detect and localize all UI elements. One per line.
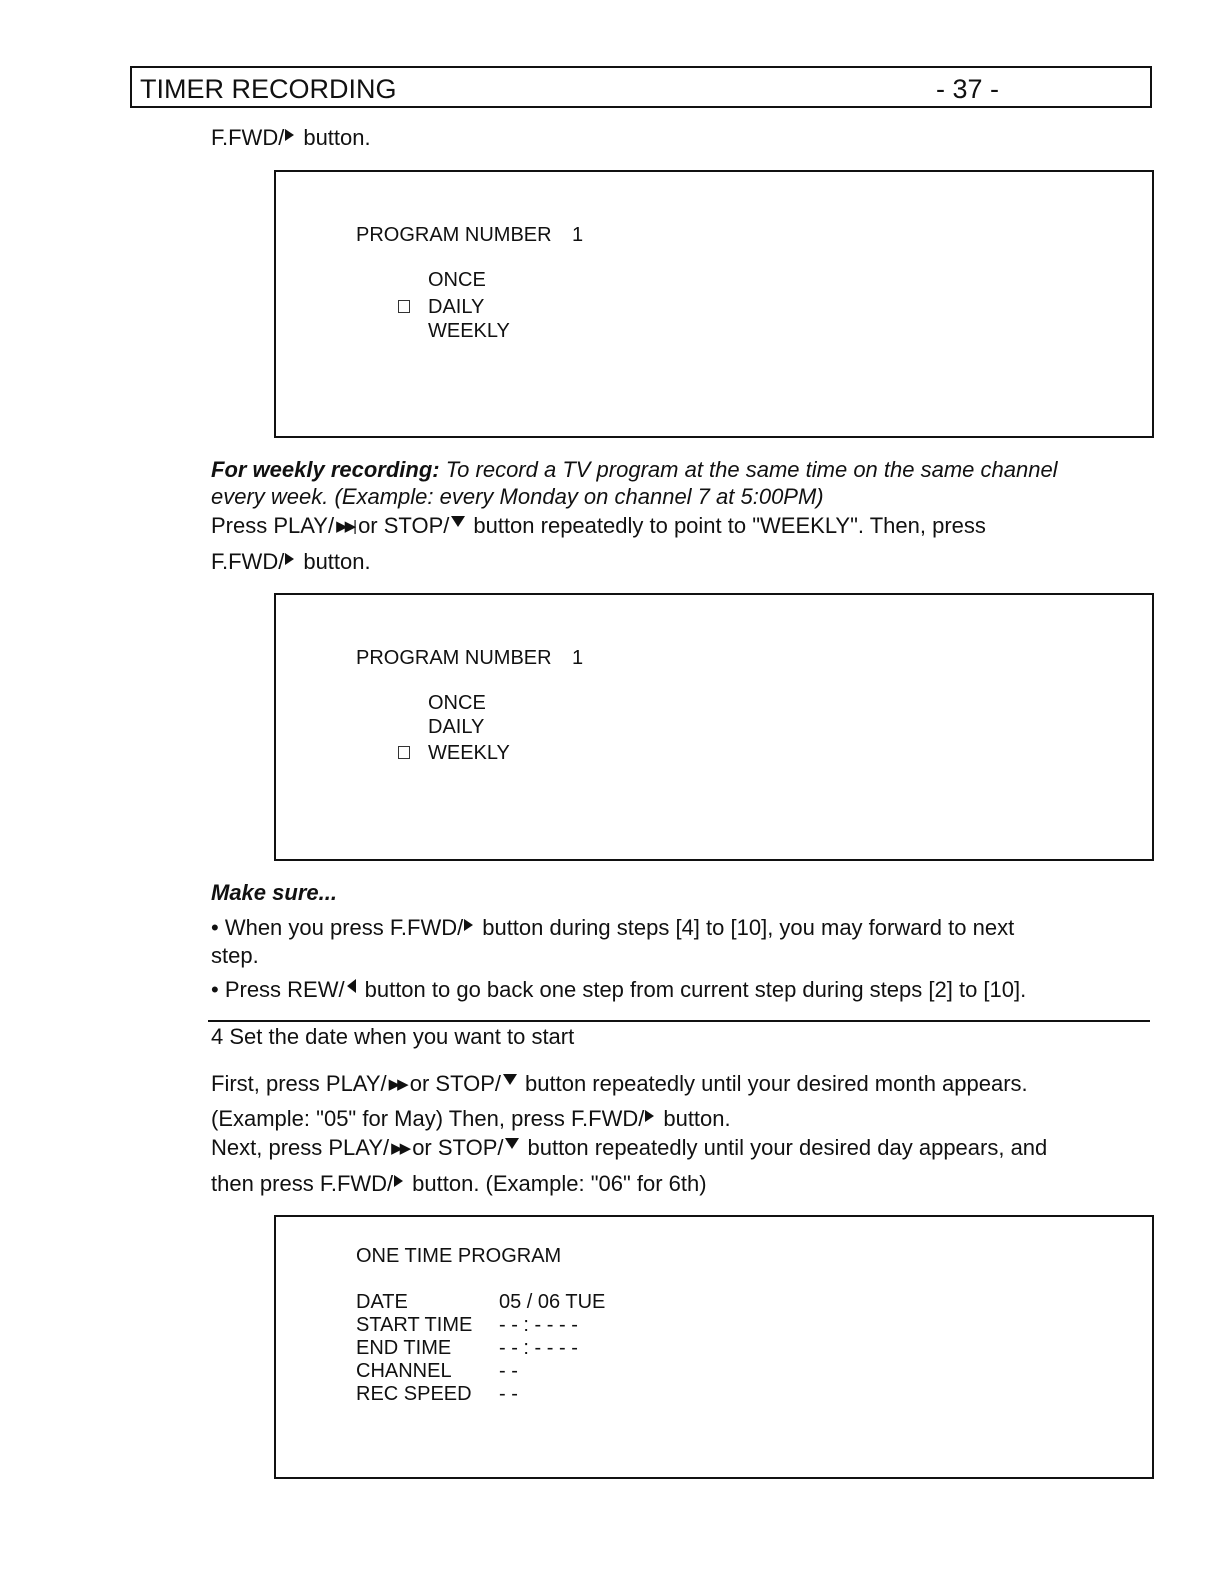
make-sure-bullet-1: • When you press F.FWD/ button during steps [4] to [10], you may forward to next (211, 915, 1015, 940)
fast-forward-icon: ▶▶ (388, 1076, 406, 1093)
weekly-instruction: Press PLAY/ ▶▶| or STOP/ button repeatedly to point to "WEEKLY". Then, press (211, 513, 986, 538)
right-triangle-icon (285, 129, 294, 141)
date-value: 05 / 06 TUE (499, 1291, 606, 1313)
rec-speed-label: REC SPEED (356, 1383, 472, 1405)
down-triangle-icon (505, 1138, 519, 1149)
page-header (130, 66, 1152, 108)
option-once: ONCE (428, 692, 486, 714)
selection-cursor-icon (398, 300, 410, 313)
make-sure-heading: Make sure... (211, 880, 337, 905)
rec-speed-value: - - (499, 1383, 518, 1405)
step-4-para-1: First, press PLAY/ ▶▶ or STOP/ button repeatedly until your desired month appears. (211, 1071, 1028, 1096)
program-number-label: PROGRAM NUMBER (356, 224, 552, 246)
step-4-para-2: (Example: "05" for May) Then, press F.FWD/ button. (211, 1106, 731, 1131)
weekly-heading: For weekly recording: (211, 457, 440, 482)
weekly-line-2: every week. (Example: every Monday on channel 7 at 5:00PM) (211, 484, 824, 509)
program-number-value: 1 (572, 224, 584, 246)
option-daily: DAILY (428, 296, 485, 318)
fast-forward-icon: ▶▶ (391, 1140, 409, 1157)
page-number: - 37 - (936, 74, 1000, 104)
channel-label: CHANNEL (356, 1360, 452, 1382)
option-weekly: WEEKLY (428, 742, 510, 764)
step-4-para-3: Next, press PLAY/ ▶▶ or STOP/ button repeatedly until your desired day appears, and (211, 1135, 1048, 1160)
screen-title: ONE TIME PROGRAM (356, 1245, 562, 1267)
right-triangle-icon (285, 553, 294, 565)
make-sure-bullet-2: • Press REW/ button to go back one step from current step during steps [2] to [10]. (211, 977, 1027, 1002)
program-number-value: 1 (572, 647, 584, 669)
channel-value: - - (499, 1360, 518, 1382)
start-time-value: - - : - - - - (499, 1314, 578, 1336)
option-once: ONCE (428, 269, 486, 291)
right-triangle-icon (394, 1175, 403, 1187)
start-time-label: START TIME (356, 1314, 473, 1336)
down-triangle-icon (451, 516, 465, 527)
screen-program-daily (274, 170, 1154, 438)
end-time-value: - - : - - - - (499, 1337, 578, 1359)
right-triangle-icon (645, 1110, 654, 1122)
screen-program-weekly (274, 593, 1154, 861)
selection-cursor-icon (398, 746, 410, 759)
option-daily: DAILY (428, 716, 485, 738)
step-4-heading: 4 Set the date when you want to start (211, 1024, 575, 1049)
intro-line: F.FWD/ button. (211, 125, 371, 150)
right-triangle-icon (464, 919, 473, 931)
left-triangle-icon (347, 979, 356, 993)
section-title: TIMER RECORDING (140, 74, 397, 104)
down-triangle-icon (503, 1074, 517, 1085)
screen-one-time-program (274, 1215, 1154, 1479)
step-4-para-4: then press F.FWD/ button. (Example: "06" for 6th) (211, 1171, 707, 1196)
option-weekly: WEEKLY (428, 320, 510, 342)
program-number-label: PROGRAM NUMBER (356, 647, 552, 669)
weekly-line-1: For weekly recording: To record a TV program at the same time on the same channel (211, 457, 1058, 482)
date-label: DATE (356, 1291, 408, 1313)
make-sure-bullet-1-cont: step. (211, 943, 259, 968)
weekly-instruction-2: F.FWD/ button. (211, 549, 371, 574)
end-time-label: END TIME (356, 1337, 452, 1359)
fast-forward-icon: ▶▶| (336, 518, 355, 535)
